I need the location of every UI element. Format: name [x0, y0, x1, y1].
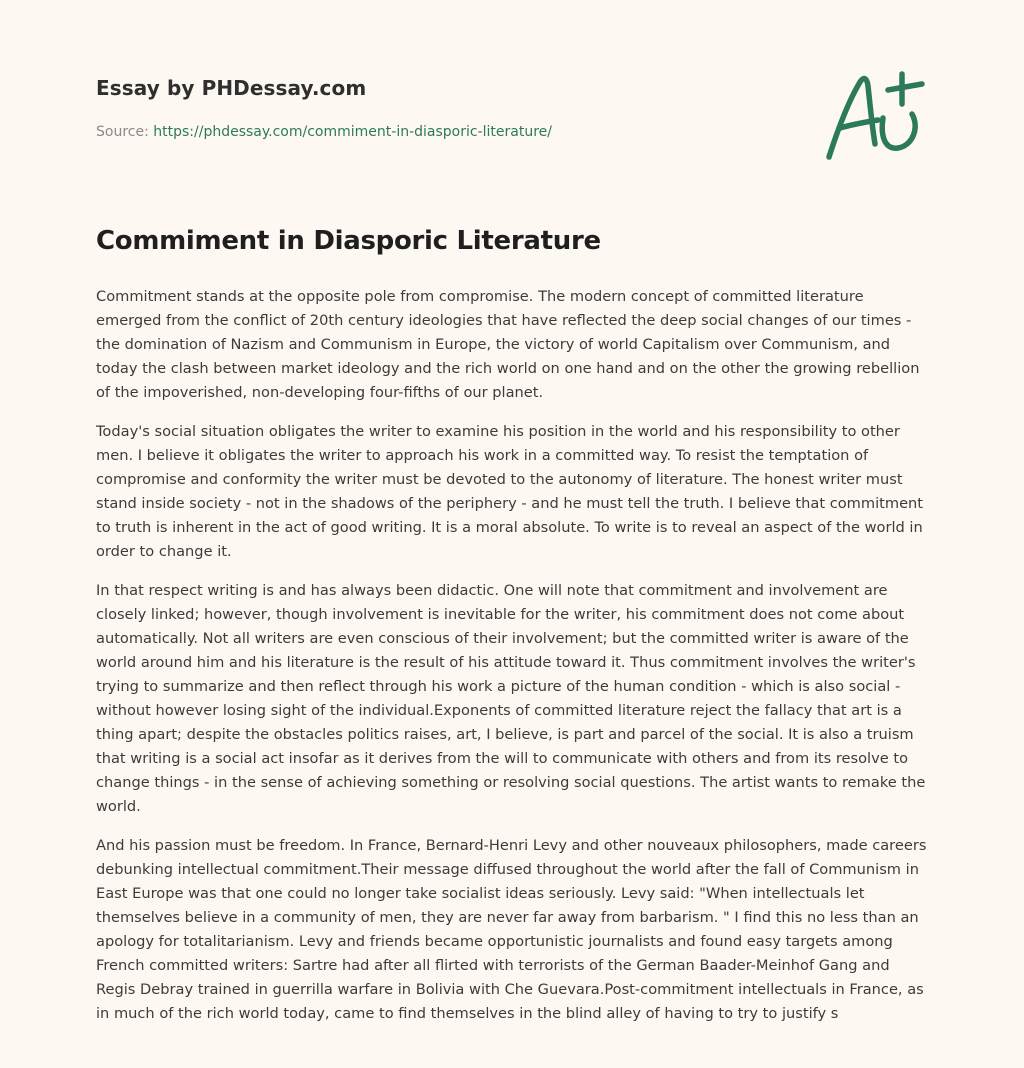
paragraph: And his passion must be freedom. In France, Bernard-Henri Levy and other nouveaux philosophers, made careers debunking intellectual commitment.Their message diffused throughout the world after the fall of Communism in East Europe was that one could no longer take socialist ideas seriously. Levy said: "When intellectuals let themselves believe in a community of men, they are never far away from barbarism. " I find this no less than an apology for totalitarianism. Levy and friends became opportunistic journalists and found easy targets among French committed writers: Sartre had after all flirted with terrorists of the German Baader-Meinhof Gang and Regis Debray trained in guerrilla warfare in Bolivia with Che Guevara.Post-commitment intellectuals in France, as in much of the rich world today, came to find themselves in the blind alley of having to try to justify s: [96, 837, 927, 1022]
paragraph: Today's social situation obligates the writer to examine his position in the world and his responsibility to other men. I believe it obligates the writer to approach his work in a committed way. To resist the temptation of compromise and conformity the writer must be devoted to the autonomy of literature. The honest writer must stand inside society - not in the shadows of the periphery - and he must tell the truth. I believe that commitment to truth is inherent in the act of good writing. It is a moral absolute. To write is to reveal an aspect of the world in order to change it.: [96, 423, 924, 560]
a-plus-logo-icon: [820, 64, 930, 164]
paragraph: In that respect writing is and has always been didactic. One will note that commitment and involvement are closely linked; however, though involvement is inevitable for the writer, his commitment does not come about automatically. Not all writers are even conscious of their involvement; but the committed writer is aware of the world around him and his literature is the result of his attitude toward it. Thus commitment involves the writer's trying to summarize and then reflect through his work a picture of the human condition - which is also social - without however losing sight of the individual.Exponents of committed literature reject the fallacy that art is a thing apart; despite the obstacles politics raises, art, I believe, is part and parcel of the social. It is also a truism that writing is a social act insofar as it derives from the will to communicate with others and from its resolve to change things - in the sense of achieving something or resolving social questions. The artist wants to remake the world.: [96, 582, 926, 815]
essay-body: [96, 285, 930, 1041]
page-header: [96, 76, 928, 140]
paragraph: Commitment stands at the opposite pole from compromise. The modern concept of committed literature emerged from the conflict of 20th century ideologies that have reflected the deep social changes of our times - the domination of Nazism and Communism in Europe, the victory of world Capitalism over Communism, and today the clash between market ideology and the rich world on one hand and on the other the growing rebellion of the impoverished, non-developing four-fifths of our planet.: [96, 288, 920, 401]
source-link[interactable]: https://phdessay.com/commiment-in-diasporic-literature/: [153, 124, 552, 140]
essay-title: Commiment in Diasporic Literature: [96, 226, 601, 256]
source-line: [96, 124, 928, 140]
source-label: Source:: [96, 124, 154, 140]
site-brand: Essay by PHDessay.com: [96, 76, 367, 100]
